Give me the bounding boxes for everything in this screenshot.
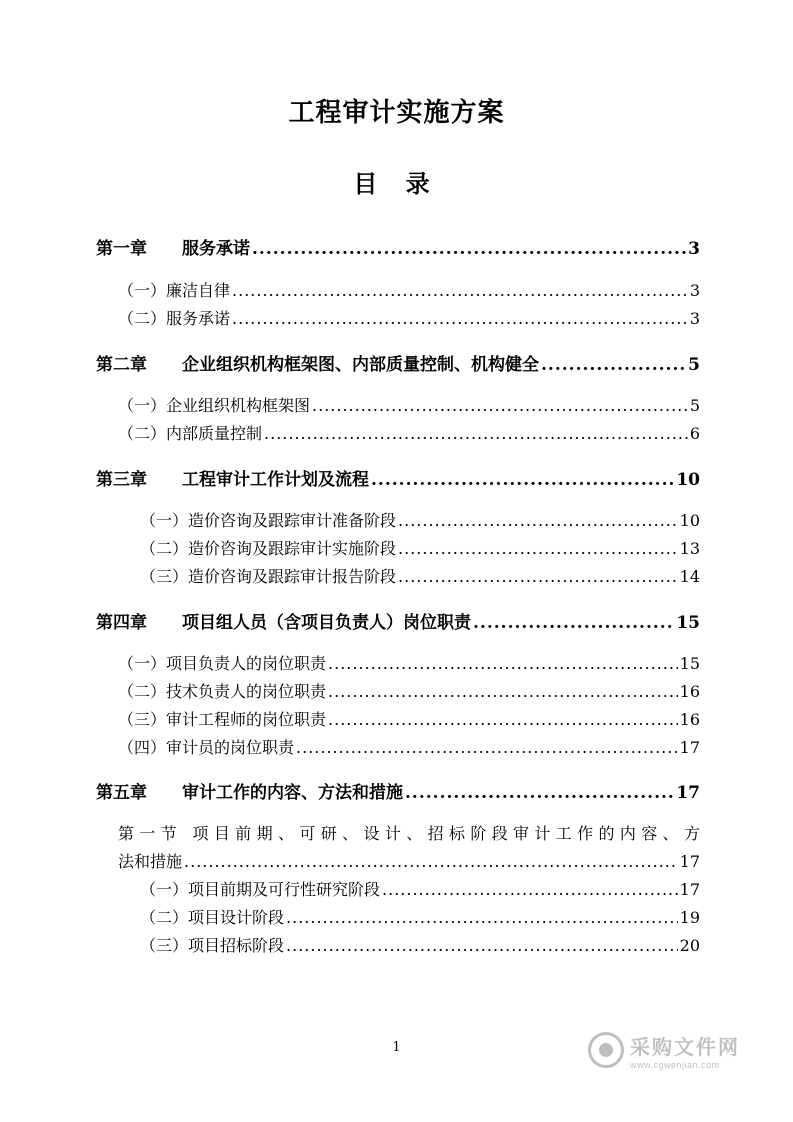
page-ref: 10 bbox=[679, 511, 700, 530]
page-ref: 17 bbox=[679, 852, 700, 871]
dot-leader bbox=[286, 936, 678, 955]
page-ref: 3 bbox=[689, 281, 700, 300]
section-title: （一）企业组织机构框架图 bbox=[118, 396, 311, 415]
dot-leader bbox=[405, 783, 674, 803]
toc-section[interactable] bbox=[0, 421, 793, 451]
section-title: （二）内部质量控制 bbox=[118, 424, 263, 443]
chapter-number: 第一章 bbox=[96, 239, 147, 259]
section-title: （一）项目前期及可行性研究阶段 bbox=[140, 880, 381, 899]
section-title: （四）审计员的岗位职责 bbox=[118, 738, 295, 757]
chapter-title: 服务承诺 bbox=[182, 239, 250, 259]
toc-section[interactable] bbox=[0, 933, 793, 963]
dot-leader bbox=[328, 682, 678, 701]
page-ref: 17 bbox=[679, 738, 700, 757]
toc-section[interactable] bbox=[0, 707, 793, 737]
toc-chapter-2[interactable] bbox=[0, 350, 793, 380]
dot-leader bbox=[312, 396, 688, 415]
chapter-number: 第五章 bbox=[96, 783, 147, 803]
chapter-number: 第二章 bbox=[96, 355, 147, 375]
page-ref: 17 bbox=[679, 880, 700, 899]
page-ref: 15 bbox=[676, 613, 700, 633]
chapter-title: 企业组织机构框架图、内部质量控制、机构健全 bbox=[182, 355, 539, 375]
toc-section[interactable] bbox=[0, 905, 793, 935]
watermark bbox=[588, 1028, 768, 1072]
watermark-name: 采购文件网 bbox=[630, 1036, 740, 1059]
dot-leader bbox=[264, 424, 688, 443]
dot-leader bbox=[232, 281, 688, 300]
page-ref: 3 bbox=[689, 309, 700, 328]
node-title-line-1: 第一节 项目前期、可研、设计、招标阶段审计工作的内容、方 bbox=[118, 824, 700, 843]
toc-chapter-4[interactable] bbox=[0, 608, 793, 638]
page-ref: 16 bbox=[679, 710, 700, 729]
section-title: （三）审计工程师的岗位职责 bbox=[118, 710, 327, 729]
toc-section[interactable] bbox=[0, 735, 793, 765]
toc-section[interactable] bbox=[0, 393, 793, 423]
section-title: （一）造价咨询及跟踪审计准备阶段 bbox=[140, 511, 397, 530]
chapter-title: 工程审计工作计划及流程 bbox=[182, 470, 369, 490]
section-title: （三）造价咨询及跟踪审计报告阶段 bbox=[140, 567, 397, 586]
page-ref: 19 bbox=[679, 908, 700, 927]
page-ref: 5 bbox=[689, 396, 700, 415]
page-ref: 14 bbox=[679, 567, 700, 586]
toc-section[interactable] bbox=[0, 278, 793, 308]
page-ref: 13 bbox=[679, 539, 700, 558]
chapter-title: 审计工作的内容、方法和措施 bbox=[182, 783, 403, 803]
dot-leader bbox=[398, 567, 678, 586]
toc-section[interactable] bbox=[0, 536, 793, 566]
toc-section[interactable] bbox=[0, 651, 793, 681]
toc-section[interactable] bbox=[0, 306, 793, 336]
dot-leader bbox=[473, 613, 674, 633]
dot-leader bbox=[252, 239, 686, 259]
toc-heading: 目 录 bbox=[353, 169, 440, 198]
section-title: （一）廉洁自律 bbox=[118, 281, 231, 300]
section-title: （二）项目设计阶段 bbox=[140, 908, 285, 927]
logo-icon bbox=[588, 1032, 624, 1068]
dot-leader bbox=[232, 309, 688, 328]
page-ref: 17 bbox=[676, 783, 700, 803]
toc-chapter-1[interactable] bbox=[0, 234, 793, 264]
toc-chapter-5[interactable] bbox=[0, 778, 793, 808]
page-number: 1 bbox=[392, 1040, 401, 1055]
toc-section[interactable] bbox=[0, 877, 793, 907]
section-title: （三）项目招标阶段 bbox=[140, 936, 285, 955]
chapter-number: 第四章 bbox=[96, 613, 147, 633]
toc-section[interactable] bbox=[0, 508, 793, 538]
dot-leader bbox=[541, 355, 686, 375]
chapter-number: 第三章 bbox=[96, 470, 147, 490]
page-ref: 10 bbox=[676, 470, 700, 490]
watermark-url: www.cgwenjian.com bbox=[630, 1059, 720, 1070]
document-title: 工程审计实施方案 bbox=[288, 98, 505, 128]
dot-leader bbox=[398, 511, 678, 530]
dot-leader bbox=[296, 738, 678, 757]
section-title: （二）技术负责人的岗位职责 bbox=[118, 682, 327, 701]
toc-chapter-3[interactable] bbox=[0, 465, 793, 495]
toc-section[interactable] bbox=[0, 679, 793, 709]
node-title-line-2: 法和措施 bbox=[118, 852, 183, 871]
page-ref: 6 bbox=[689, 424, 700, 443]
section-title: （二）服务承诺 bbox=[118, 309, 231, 328]
page-ref: 5 bbox=[688, 355, 700, 375]
page-ref: 15 bbox=[679, 654, 700, 673]
dot-leader bbox=[286, 908, 678, 927]
dot-leader bbox=[382, 880, 678, 899]
page-ref: 16 bbox=[679, 682, 700, 701]
dot-leader bbox=[398, 539, 678, 558]
toc-section[interactable] bbox=[0, 564, 793, 594]
dot-leader bbox=[328, 654, 678, 673]
chapter-title: 项目组人员（含项目负责人）岗位职责 bbox=[182, 613, 471, 633]
dot-leader bbox=[328, 710, 678, 729]
dot-leader bbox=[371, 470, 674, 490]
dot-leader bbox=[184, 848, 678, 876]
page-ref: 3 bbox=[688, 239, 700, 259]
toc-node-1[interactable] bbox=[118, 820, 700, 876]
section-title: （二）造价咨询及跟踪审计实施阶段 bbox=[140, 539, 397, 558]
page-ref: 20 bbox=[679, 936, 700, 955]
section-title: （一）项目负责人的岗位职责 bbox=[118, 654, 327, 673]
